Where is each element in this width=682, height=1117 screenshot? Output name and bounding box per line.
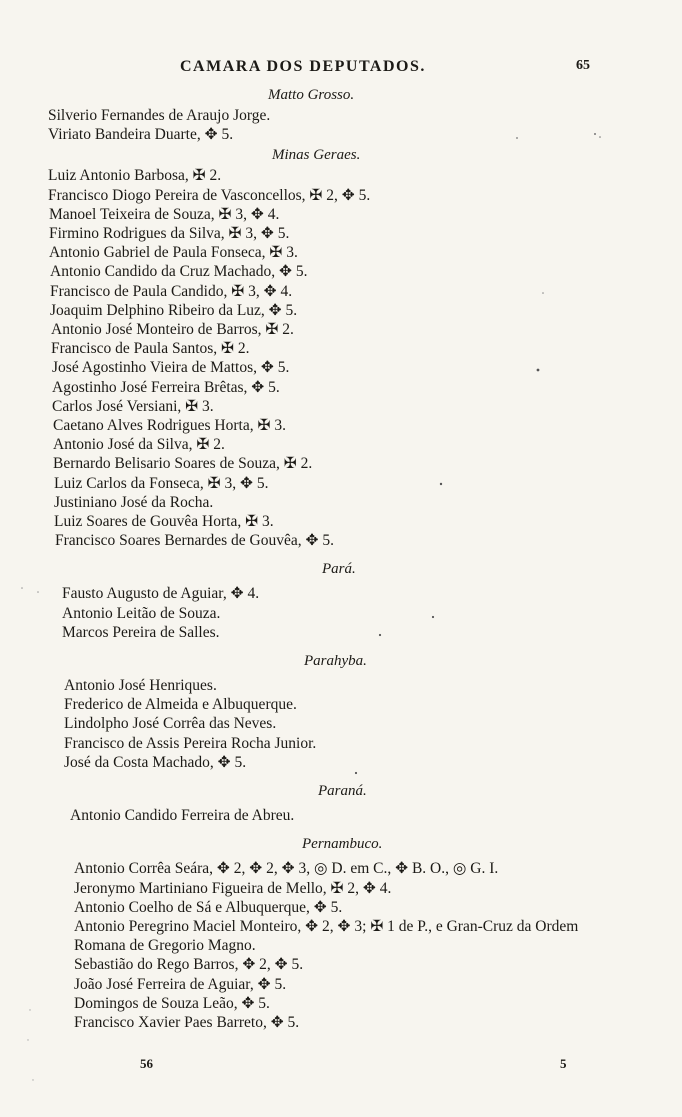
province-heading: Matto Grosso.: [268, 87, 355, 103]
deputy-entry: Bernardo Belisario Soares de Souza, ✠ 2.: [53, 455, 313, 473]
running-head: CAMARA DOS DEPUTADOS.: [180, 58, 426, 75]
deputy-entry: Agostinho José Ferreira Brêtas, ✥ 5.: [52, 378, 280, 396]
province-heading: Minas Geraes.: [272, 147, 361, 164]
deputy-entry: Domingos de Souza Leão, ✥ 5.: [74, 994, 270, 1012]
deputy-entry: Viriato Bandeira Duarte, ✥ 5.: [48, 126, 234, 144]
deputy-entry: José Agostinho Vieira de Mattos, ✥ 5.: [52, 359, 290, 377]
deputies-list: [0, 84, 682, 1032]
deputy-entry: João José Ferreira de Aguiar, ✥ 5.: [74, 975, 287, 993]
deputy-entry: Manoel Teixeira de Souza, ✠ 3, ✥ 4.: [49, 205, 280, 223]
page-number: 65: [576, 58, 590, 73]
deputy-entry: Luiz Soares de Gouvêa Horta, ✠ 3.: [54, 513, 274, 531]
deputy-entry: Francisco Diogo Pereira de Vasconcellos, ✠ 2, ✥ 5.: [48, 186, 371, 204]
deputy-entry: Justiniano José da Rocha.: [54, 493, 214, 511]
deputy-entry: Caetano Alves Rodrigues Horta, ✠ 3.: [53, 417, 286, 435]
signature-mark: 56: [140, 1056, 153, 1071]
deputy-entry: Fausto Augusto de Aguiar, ✥ 4.: [62, 585, 260, 603]
deputy-entry: Frederico de Almeida e Albuquerque.: [64, 696, 297, 714]
signature-number: 5: [560, 1056, 567, 1071]
deputy-entry: Francisco Soares Bernardes de Gouvêa, ✥ 5.: [55, 532, 334, 550]
province-heading: Parahyba.: [304, 653, 367, 670]
deputy-entry: Francisco de Paula Candido, ✠ 3, ✥ 4.: [50, 282, 293, 300]
deputy-entry: Antonio Leitão de Souza.: [62, 604, 221, 622]
section-gap: [0, 825, 682, 833]
deputy-entry: Antonio José da Silva, ✠ 2.: [53, 436, 225, 454]
deputy-entry: Joaquim Delphino Ribeiro da Luz, ✥ 5.: [50, 301, 298, 319]
deputy-entry: Antonio Gabriel de Paula Fonseca, ✠ 3.: [49, 244, 298, 262]
province-heading: Pará.: [322, 561, 356, 578]
deputy-entry: Marcos Pereira de Salles.: [62, 623, 220, 641]
deputy-entry: Jeronymo Martiniano Figueira de Mello, ✠ 2, ✥ 4.: [74, 879, 392, 897]
section-gap: [0, 772, 682, 780]
deputy-entry: Firmino Rodrigues da Silva, ✠ 3, ✥ 5.: [49, 225, 290, 243]
deputy-entry: Antonio Candido Ferreira de Abreu.: [70, 807, 295, 825]
deputy-entry: Antonio Coelho de Sá e Albuquerque, ✥ 5.: [74, 898, 343, 916]
province-heading: Pernambuco.: [302, 836, 383, 853]
deputy-entry: Luiz Carlos da Fonseca, ✠ 3, ✥ 5.: [54, 474, 269, 492]
deputy-entry: Silverio Fernandes de Araujo Jorge.: [48, 107, 271, 124]
deputy-entry: Sebastião do Rego Barros, ✥ 2, ✥ 5.: [74, 956, 304, 974]
deputy-entry: Antonio Candido da Cruz Machado, ✥ 5.: [50, 263, 308, 281]
deputy-entry: Antonio Peregrino Maciel Monteiro, ✥ 2, ✥ 3; ✠ 1 de P., e Gran-Cruz da Ordem Romana de Gregorio Magno.: [74, 917, 579, 955]
deputy-entry: Antonio José Henriques.: [64, 677, 217, 695]
section-gap: [0, 642, 682, 650]
deputy-entry: Lindolpho José Corrêa das Neves.: [64, 715, 277, 733]
section-gap: [0, 550, 682, 558]
deputy-entry: Antonio José Monteiro de Barros, ✠ 2.: [51, 321, 294, 339]
deputy-entry: José da Costa Machado, ✥ 5.: [64, 753, 247, 771]
deputy-entry: Francisco de Paula Santos, ✠ 2.: [51, 340, 250, 358]
deputy-entry: Francisco de Assis Pereira Rocha Junior.: [64, 734, 317, 752]
printer-signature: [0, 1056, 682, 1076]
page-header: [0, 58, 682, 82]
deputy-entry: Francisco Xavier Paes Barreto, ✥ 5.: [74, 1013, 300, 1031]
province-heading: Paraná.: [318, 783, 367, 800]
deputy-entry: Carlos José Versiani, ✠ 3.: [52, 397, 214, 415]
deputy-entry: Luiz Antonio Barbosa, ✠ 2.: [48, 167, 222, 185]
deputy-entry: Antonio Corrêa Seára, ✥ 2, ✥ 2, ✥ 3, ◎ D. em C., ✥ B. O., ◎ G. I.: [74, 860, 499, 878]
